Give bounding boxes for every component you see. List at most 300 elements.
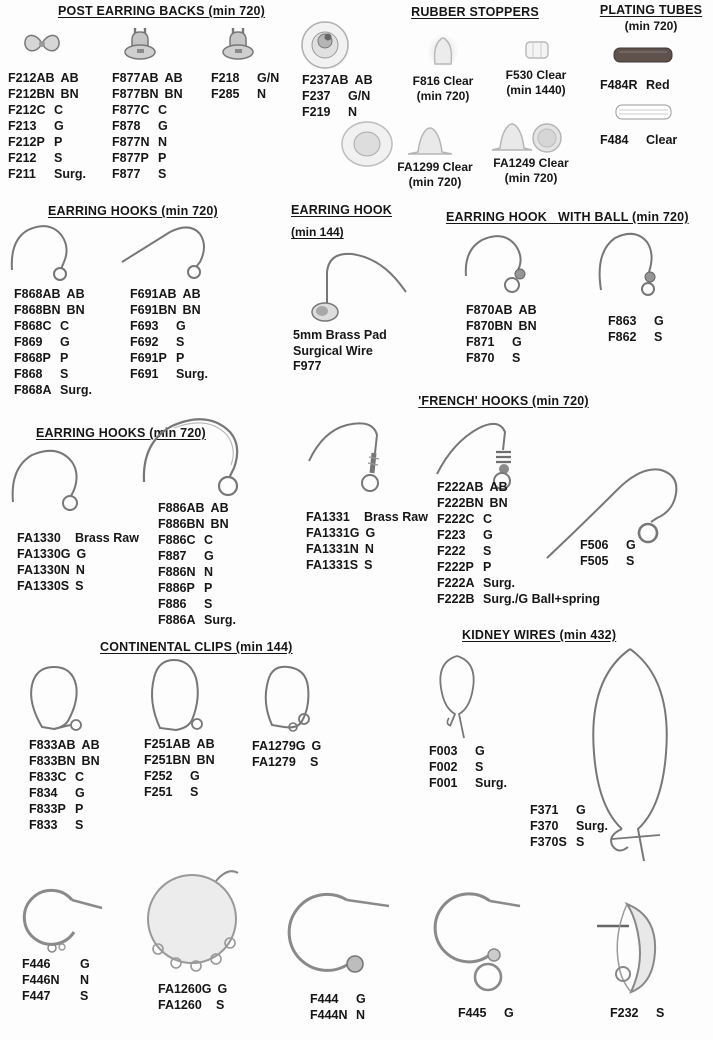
part-code: F868 (14, 367, 43, 381)
f870-parts-list (466, 302, 537, 366)
part-row (14, 334, 92, 350)
part-row (310, 991, 366, 1007)
part-finish: N (204, 565, 214, 579)
part-finish: C (75, 770, 85, 784)
part-finish: N (158, 135, 168, 149)
f868-parts-list (14, 286, 92, 398)
part-row (158, 564, 236, 580)
part-finish: N (75, 563, 85, 577)
part-code: F222AB (437, 480, 484, 494)
part-finish: S (654, 330, 663, 344)
part-finish: N (257, 87, 267, 101)
part-row (437, 559, 600, 575)
part-row (112, 118, 183, 134)
f444-parts-list (310, 991, 366, 1023)
part-row (22, 988, 90, 1004)
part-row (600, 132, 677, 148)
part-code: F506 (580, 538, 609, 552)
part-row (17, 546, 139, 562)
part-finish: N (348, 105, 358, 119)
part-finish: C (158, 103, 168, 117)
f237-parts-list (302, 72, 373, 120)
fish-hook-image (8, 220, 80, 282)
part-finish: G (483, 528, 493, 542)
part-code: F692 (130, 335, 159, 349)
part-row (8, 150, 86, 166)
part-finish: S (483, 544, 492, 558)
part-code: F445 (458, 1006, 487, 1020)
part-row (608, 313, 664, 329)
rubber-stopper-image (427, 34, 459, 68)
part-finish: G (475, 744, 485, 758)
part-code: F868AB (14, 287, 61, 301)
part-code: F886BN (158, 517, 205, 531)
part-row (17, 530, 139, 546)
part-code: F505 (580, 554, 609, 568)
bullet-clutch-image (220, 26, 256, 60)
f877-parts-list (112, 70, 183, 182)
earring-hooks-1-title: EARRING HOOKS (min 720) (48, 204, 218, 218)
part-row (158, 580, 236, 596)
part-finish: AB (489, 480, 508, 494)
part-row (302, 72, 373, 88)
f212-parts-list (8, 70, 86, 182)
part-row (29, 785, 100, 801)
part-finish: Surg. (576, 819, 608, 833)
part-code: FA1330N (17, 563, 70, 577)
part-finish: Surg./G Ball+spring (483, 592, 601, 606)
part-finish: AB (81, 738, 100, 752)
hoop-post-ball-image (281, 890, 393, 985)
part-code: F833C (29, 770, 67, 784)
part-finish: G (75, 786, 85, 800)
part-row (252, 754, 321, 770)
part-row (17, 578, 139, 594)
part-code: F222A (437, 576, 475, 590)
part-finish: Surg. (54, 167, 86, 181)
part-finish: AB (196, 737, 215, 751)
part-finish: Surg. (483, 576, 515, 590)
part-code: F886A (158, 613, 196, 627)
fa1279-parts-list (252, 738, 321, 770)
part-finish: AB (66, 287, 85, 301)
part-finish: P (176, 351, 185, 365)
part-code: F869 (14, 335, 43, 349)
part-finish: S (80, 989, 89, 1003)
part-finish: G (60, 335, 70, 349)
part-row (130, 334, 208, 350)
part-finish: Surg. (204, 613, 236, 627)
part-row (144, 768, 215, 784)
part-row (306, 525, 428, 541)
part-finish: S (176, 335, 185, 349)
part-finish: G (54, 119, 64, 133)
part-finish: P (60, 351, 69, 365)
part-row (302, 104, 373, 120)
rubber-tube-stopper-image (524, 40, 550, 60)
part-code: F484R (600, 78, 638, 92)
part-code: F003 (429, 744, 458, 758)
part-code: F223 (437, 528, 466, 542)
f218-parts-list (211, 70, 279, 102)
part-row (14, 302, 92, 318)
part-finish: AB (164, 71, 183, 85)
part-code: F222P (437, 560, 474, 574)
part-finish: G (654, 314, 664, 328)
disc-stopper-image (340, 120, 394, 168)
fa1260-parts-list (158, 981, 227, 1013)
part-row (600, 77, 670, 93)
part-row (112, 70, 183, 86)
part-row (306, 541, 428, 557)
hook-with-ball-title: EARRING HOOK WITH BALL (min 720) (446, 210, 689, 224)
part-finish: Surg. (60, 383, 92, 397)
part-code: FA1330S (17, 579, 70, 593)
kidney-wires-title: KIDNEY WIRES (min 432) (462, 628, 617, 642)
part-row (437, 527, 600, 543)
part-code: F447 (22, 989, 51, 1003)
part-code: F222B (437, 592, 475, 606)
part-finish: S (190, 785, 199, 799)
part-finish: BN (81, 754, 100, 768)
part-finish: G (576, 803, 586, 817)
plating-tubes-title: PLATING TUBES (599, 3, 703, 17)
french-hook-image (303, 413, 407, 505)
part-code: F232 (610, 1006, 639, 1020)
part-row (158, 548, 236, 564)
part-row (22, 972, 90, 988)
part-finish: BN (518, 319, 537, 333)
part-row (112, 134, 183, 150)
part-code: F862 (608, 330, 637, 344)
part-code: F870 (466, 351, 495, 365)
part-row (580, 553, 636, 569)
part-code: F886AB (158, 501, 205, 515)
part-finish: G (217, 982, 228, 996)
part-row (158, 516, 236, 532)
part-code: F222BN (437, 496, 484, 510)
part-row (530, 834, 608, 850)
part-finish: AB (210, 501, 229, 515)
part-code: F444N (310, 1008, 348, 1022)
fa1330-parts-list (17, 530, 139, 594)
part-row (252, 738, 321, 754)
earring-hook-pad-title: EARRING HOOK (291, 203, 393, 217)
part-finish: G (512, 335, 522, 349)
part-code: F868A (14, 383, 52, 397)
part-row (17, 562, 139, 578)
part-row (466, 302, 537, 318)
part-row (130, 286, 208, 302)
part-row (306, 557, 428, 573)
part-code: F868BN (14, 303, 61, 317)
part-finish: G (504, 1006, 514, 1020)
plating-tube-clear-image (615, 103, 672, 121)
part-finish: S (656, 1006, 665, 1020)
part-code: F870BN (466, 319, 513, 333)
part-row (112, 150, 183, 166)
part-finish: P (483, 560, 492, 574)
f445-parts-list (458, 1005, 514, 1021)
plating-tubes-min: (min 720) (624, 19, 678, 33)
part-finish: BN (66, 303, 85, 317)
part-row (144, 736, 215, 752)
part-finish: G (626, 538, 636, 552)
part-code: F691BN (130, 303, 177, 317)
part-code: F213 (8, 119, 37, 133)
part-finish: AB (354, 73, 373, 87)
part-finish: BN (489, 496, 508, 510)
fa1249-label: FA1249 Clear (min 720) (493, 156, 569, 185)
part-row (8, 86, 86, 102)
part-finish: S (310, 755, 319, 769)
part-row (211, 86, 279, 102)
hoop-post-image (14, 888, 106, 954)
part-row (306, 509, 428, 525)
part-row (22, 956, 90, 972)
part-finish: BN (210, 517, 229, 531)
part-code: F877P (112, 151, 149, 165)
part-code: F444 (310, 992, 339, 1006)
earring-hooks-2-title: EARRING HOOKS (min 720) (36, 426, 206, 440)
part-finish: S (54, 151, 63, 165)
part-row (29, 801, 100, 817)
part-finish: G/N (257, 71, 280, 85)
part-code: F212BN (8, 87, 55, 101)
part-code: F886C (158, 533, 196, 547)
hoop-drops-image (140, 863, 244, 975)
part-finish: G (356, 992, 366, 1006)
f371-parts-list (530, 802, 608, 850)
part-finish: G/N (348, 89, 371, 103)
part-code: F886P (158, 581, 195, 595)
part-finish: Brass Raw (75, 531, 139, 545)
fish-hook-image (118, 218, 222, 282)
part-row (466, 350, 537, 366)
f863-parts-list (608, 313, 664, 345)
f886-parts-list (158, 500, 236, 628)
ball-hook-image (593, 228, 665, 304)
part-row (130, 366, 208, 382)
part-code: F877AB (112, 71, 159, 85)
part-finish: Surg. (475, 776, 507, 790)
part-code: F691P (130, 351, 167, 365)
part-code: F693 (130, 319, 159, 333)
part-row (466, 334, 537, 350)
part-finish: G (80, 957, 90, 971)
part-finish: AB (60, 71, 79, 85)
part-finish: S (475, 760, 484, 774)
part-code: F878 (112, 119, 141, 133)
part-row (29, 769, 100, 785)
f691-parts-list (130, 286, 208, 382)
part-code: F222 (437, 544, 466, 558)
part-finish: Surg. (176, 367, 208, 381)
part-row (466, 318, 537, 334)
part-row (14, 350, 92, 366)
part-code: F833 (29, 818, 58, 832)
part-code: FA1331S (306, 558, 359, 572)
part-code: F877N (112, 135, 150, 149)
part-code: F219 (302, 105, 331, 119)
part-code: F001 (429, 776, 458, 790)
earring-hook-pad-min: (min 144) (291, 225, 344, 239)
part-code: F871 (466, 335, 495, 349)
part-code: F212 (8, 151, 37, 165)
part-row (158, 997, 227, 1013)
part-row (437, 575, 600, 591)
ball-hook-image (460, 228, 540, 300)
part-row (8, 102, 86, 118)
f003-parts-list (429, 743, 507, 791)
part-finish: G (311, 739, 322, 753)
rubber-stoppers-title: RUBBER STOPPERS (411, 5, 539, 19)
part-code: F222C (437, 512, 475, 526)
part-finish: S (204, 597, 213, 611)
part-code: F833AB (29, 738, 76, 752)
part-finish: P (54, 135, 63, 149)
part-finish: P (204, 581, 213, 595)
part-row (158, 596, 236, 612)
part-finish: BN (196, 753, 215, 767)
part-row (14, 382, 92, 398)
part-code: F212AB (8, 71, 55, 85)
post-earring-backs-title: POST EARRING BACKS (min 720) (58, 4, 266, 18)
part-finish: BN (182, 303, 201, 317)
part-finish: G (176, 319, 186, 333)
part-code: F877C (112, 103, 150, 117)
french-hooks-title: 'FRENCH' HOOKS (min 720) (418, 394, 589, 408)
part-finish: C (54, 103, 64, 117)
part-row (610, 1005, 664, 1021)
part-code: F691AB (130, 287, 177, 301)
part-row (437, 495, 600, 511)
part-code: F212C (8, 103, 46, 117)
part-finish: AB (518, 303, 537, 317)
part-finish: Brass Raw (364, 510, 428, 524)
part-row (437, 511, 600, 527)
f222-parts-list (437, 479, 600, 607)
part-code: FA1331 (306, 510, 350, 524)
part-row (580, 537, 636, 553)
part-code: F370 (530, 819, 559, 833)
part-code: F886N (158, 565, 196, 579)
f446-parts-list (22, 956, 90, 1004)
f816-label: F816 Clear (min 720) (412, 74, 474, 103)
part-row (429, 775, 507, 791)
part-code: FA1260 (158, 998, 202, 1012)
part-finish: S (75, 579, 84, 593)
part-finish: C (204, 533, 214, 547)
part-row (130, 350, 208, 366)
part-code: F484 (600, 133, 629, 147)
fish-hook-image (138, 412, 268, 504)
fish-hook-image (8, 442, 103, 517)
part-code: F446N (22, 973, 60, 987)
part-finish: G (190, 769, 200, 783)
f833-parts-list (29, 737, 100, 833)
part-code: F886 (158, 597, 187, 611)
part-code: F251 (144, 785, 173, 799)
part-row (112, 166, 183, 182)
part-finish: Clear (646, 133, 678, 147)
part-code: F446 (22, 957, 51, 971)
part-row (8, 134, 86, 150)
clip-on-earring-image (593, 896, 673, 1000)
part-code: F887 (158, 549, 187, 563)
part-row (530, 818, 608, 834)
fa1331-parts-list (306, 509, 428, 573)
f251-parts-list (144, 736, 215, 800)
part-row (302, 88, 373, 104)
part-finish: G (158, 119, 168, 133)
part-finish: N (80, 973, 90, 987)
bullet-clutch-image (122, 26, 158, 60)
part-row (458, 1005, 514, 1021)
part-finish: S (364, 558, 373, 572)
part-row (437, 591, 600, 607)
part-code: F870AB (466, 303, 513, 317)
hoop-ring-image (432, 893, 524, 1001)
continental-clips-title: CONTINENTAL CLIPS (min 144) (100, 640, 293, 654)
part-code: F691 (130, 367, 159, 381)
part-finish: S (216, 998, 225, 1012)
part-code: FA1279 (252, 755, 296, 769)
part-finish: G (365, 526, 376, 540)
part-row (608, 329, 664, 345)
part-row (211, 70, 279, 86)
part-code: F863 (608, 314, 637, 328)
part-finish: P (75, 802, 84, 816)
part-code: FA1331N (306, 542, 359, 556)
part-code: F833BN (29, 754, 76, 768)
part-code: F371 (530, 803, 559, 817)
part-row (158, 612, 236, 628)
part-code: F252 (144, 769, 173, 783)
kidney-wire-image (433, 652, 481, 742)
part-code: F211 (8, 167, 36, 181)
part-code: FA1330G (17, 547, 71, 561)
part-finish: G (76, 547, 87, 561)
butterfly-back-image (20, 30, 64, 58)
part-code: F218 (211, 71, 240, 85)
part-code: F002 (429, 760, 458, 774)
part-row (112, 102, 183, 118)
part-finish: Red (646, 78, 670, 92)
part-code: F833P (29, 802, 66, 816)
part-row (144, 784, 215, 800)
disc-back-image (300, 20, 350, 70)
part-code: F370S (530, 835, 567, 849)
part-code: F868C (14, 319, 52, 333)
part-finish: S (158, 167, 167, 181)
part-row (158, 981, 227, 997)
part-finish: S (60, 367, 69, 381)
part-code: F237AB (302, 73, 349, 87)
part-row (112, 86, 183, 102)
part-finish: S (75, 818, 84, 832)
part-finish: BN (60, 87, 79, 101)
part-row (437, 479, 600, 495)
part-row (8, 166, 86, 182)
part-finish: S (576, 835, 585, 849)
part-finish: C (60, 319, 70, 333)
f530-label: F530 Clear (min 1440) (505, 68, 567, 97)
part-row (158, 500, 236, 516)
part-finish: N (356, 1008, 366, 1022)
part-code: F251BN (144, 753, 191, 767)
part-row (29, 737, 100, 753)
